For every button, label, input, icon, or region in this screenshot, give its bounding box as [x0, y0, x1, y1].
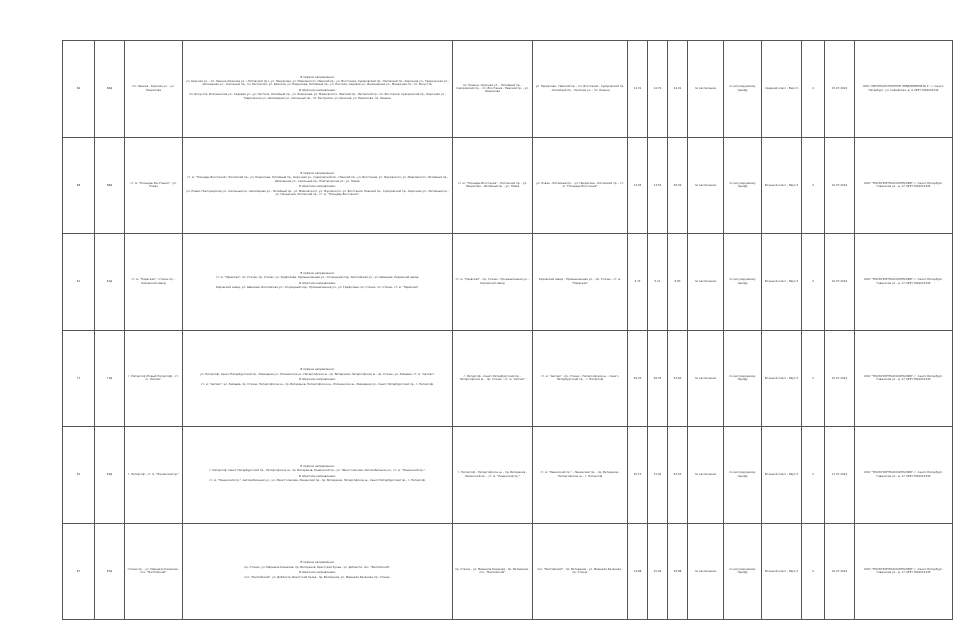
route-reverse-heading: В обратном направлении: [299, 87, 336, 92]
table-row [63, 41, 953, 138]
vehicle-count: 4 [802, 330, 825, 427]
tariff-type: по регулируемому тарифу [724, 234, 762, 331]
stops-reverse: ул. Новая - Литейный пр. - ул. Некрасова - Лиговский пр. - ст. м. "Площадь Восстания" [533, 137, 628, 234]
length-forward: 26,25 [628, 330, 648, 427]
route-forward-heading: В прямом направлении: [300, 270, 335, 275]
boarding-order: по расписанию [688, 427, 724, 524]
route-description [183, 330, 453, 427]
row-number: 68 [63, 137, 95, 234]
route-name: г. Петергоф (Новый Петергоф) - ст. м. "Автово" [125, 330, 183, 427]
row-number: 87 [63, 523, 95, 620]
length-reverse: 12,70 [648, 41, 668, 138]
row-number: 61 [63, 234, 95, 331]
vehicle-count: 4 [802, 234, 825, 331]
boarding-order: по расписанию [688, 137, 724, 234]
start-date: 15.07.2022 [825, 41, 855, 138]
route-description [183, 137, 453, 234]
tariff-type: по регулируемому тарифу [724, 41, 762, 138]
route-code: 61Д [95, 234, 125, 331]
tariff-type: по регулируемому тарифу [724, 137, 762, 234]
route-forward-streets: ст. м. "Площадь Восстания", Лиговский пр., ул. Некрасова, Литейный пр., Кирочная ул., Суворовский пр., Невский пр., ул. Восстания, ул. Жуковского, ул. Маяковского, Литейный пр., Шпалерная ул., Смольный пр., Новгородская ул., ул. Новая. [186, 175, 449, 183]
stops-forward: пл. Ленина - Красная ул. - Литейный пр. - Суворовский пр. - пл. Восстания - Невский пр. - ул. Некрасова [453, 41, 533, 138]
table-row [63, 137, 953, 234]
route-forward-streets: ст. м. "Нарвская", пл. Стачек, пр. Стачек, ул. Трефолева, Промышленная ул., Огородный пер., Балтийская ул., ул. Швецова, Кировский завод. [215, 275, 420, 280]
route-reverse-streets: пос. "Балтийский", ул. Доблести, Брестский бульв., пр. Ветеранов, ул. Маршала Казакова, пр. Стачек. [244, 574, 391, 579]
start-date: 10.07.2022 [825, 523, 855, 620]
length-forward: 4,72 [628, 234, 648, 331]
route-reverse-heading: В обратном направлении: [299, 570, 336, 575]
route-register-table [62, 40, 953, 620]
route-code: 77Д [95, 330, 125, 427]
stops-forward: г. Петергоф - Петергофское ш. - пр. Ветеранов - Ленинский пр. - ст. м. "Ленинский пр." [453, 427, 533, 524]
length-total: 24,01 [668, 41, 688, 138]
stops-forward: г. Петергоф - Санкт-Петербургский пр. - Петергофское ш. - пр. Стачек - ст. м. "Автово" [453, 330, 533, 427]
vehicle-class: Большой класс - Евро 5 [762, 137, 802, 234]
route-forward-streets: г. Петергоф, Санкт-Петербургский пр., Петергофское ш., пр. Ветеранов, Ленинский пр., ул. Лёни Голикова, Автомобильная ул., ст. м. "Ленинский пр.". [209, 468, 426, 473]
route-forward-heading: В прямом направлении: [300, 171, 335, 176]
route-forward-heading: В прямом направлении: [300, 560, 335, 565]
vehicle-class: Большой класс - Евро 5 [762, 330, 802, 427]
vehicle-count: 4 [802, 137, 825, 234]
length-reverse: 13,54 [648, 137, 668, 234]
vehicle-count: 4 [802, 41, 825, 138]
length-reverse: 26,35 [648, 330, 668, 427]
stops-forward: ст. м. "Площадь Восстания" - Лиговский пр. - ул. Некрасова - Литейный пр. - ул. Новая [453, 137, 533, 234]
length-reverse: 15,00 [648, 523, 668, 620]
length-forward: 30,15 [628, 427, 648, 524]
route-reverse-streets: Кировский завод, ул. Швецова, Балтийская ул., Огородный пер., Промышленная ул., ул. Трефолева, пр. Стачек, пл. Стачек, ст. м. "Нарвская". [215, 285, 420, 290]
vehicle-count: 4 [802, 523, 825, 620]
stops-reverse: пос. "Балтийский" - пр. Ветеранов - ул. Маршала Казакова - пр. Стачек [533, 523, 628, 620]
vehicle-class: Большой класс - Евро 5 [762, 427, 802, 524]
route-name: ст. м. "Нарвская" - Стачек пр. - Кировский завод [125, 234, 183, 331]
start-date: 17.07.2022 [825, 427, 855, 524]
table-row [63, 523, 953, 620]
route-name: ст. м. "Площадь Восстания" - ул. Новая [125, 137, 183, 234]
route-forward-streets: ул. Красная ул. - пл. Ленина (Красная ул. / Литовский пр.), ул. Некрасова, ул. Маяковского, Невский пр., ул. Восстания, Суворовский пр., Лиговский пр., Кирочная ул., Таврическая ул., Шпалерная ул., Смольный пр., пл. Растрелли, ул. Красная, ул. Некрасова, Литейный пр., ул. Пестеля, Садовая ул., Инженерная ул., Манежная пл., пл. Искусств. [186, 78, 449, 87]
route-description [183, 41, 453, 138]
route-description [183, 523, 453, 620]
route-code: 66Д [95, 41, 125, 138]
vehicle-class: Большой класс - Евро 5 [762, 523, 802, 620]
route-reverse-heading: В обратном направлении: [299, 473, 336, 478]
route-name: г. Петергоф - ст. м. "Ленинский пр." [125, 427, 183, 524]
start-date: 15.07.2022 [825, 330, 855, 427]
route-forward-heading: В прямом направлении: [300, 74, 335, 79]
tariff-type: по регулируемому тарифу [724, 330, 762, 427]
length-reverse: 31,40 [648, 427, 668, 524]
vehicle-count: 3 [802, 427, 825, 524]
row-number: 81 [63, 427, 95, 524]
carrier-info: ООО "ТРАНСПОРТНАЯ КОМПАНИЯ", г. Санкт-Петербург, Гаванская ул., д. 17, ИНН 7801012345 [855, 427, 953, 524]
route-description [183, 234, 453, 331]
route-reverse-streets: ст. м. "Ленинский пр.", Автомобильная ул., ул. Лёни Голикова, Ленинский пр., пр. Ветеранов, Петергофское ш., Санкт-Петербургский пр., г. Петергоф. [209, 478, 426, 483]
boarding-order: по расписанию [688, 41, 724, 138]
route-reverse-heading: В обратном направлении: [299, 184, 336, 189]
table-row [63, 234, 953, 331]
carrier-info: ООО "АВТОТРАНСПОРТНОЕ ПРЕДПРИЯТИЕ № 1", г. Санкт-Петербург, ул. Софийская, д. 4, ИНН 7816001234 [855, 41, 953, 138]
route-reverse-streets: ст. м. "Автово", ул. Зайцева, пр. Стачек, Петергофское ш., пр. Ветеранов, Петергофское ш., Ропшинское ш., Разводная ул., Санкт-Петербургский пр., г. Петергоф. [201, 381, 434, 386]
stops-reverse: ст. м. "Автово" - пр. Стачек - Петергофское ш. - Санкт-Петербургский пр. - г. Петергоф [533, 330, 628, 427]
table-row [63, 330, 953, 427]
stops-reverse: ст. м. "Ленинский пр." - Ленинский пр. - пр. Ветеранов - Петергофское ш. - г. Петергоф [533, 427, 628, 524]
tariff-type: по регулируемому тарифу [724, 523, 762, 620]
vehicle-class: Большой класс - Евро 5 [762, 234, 802, 331]
row-number: 77 [63, 330, 95, 427]
route-reverse-streets: ул. Новая, Новгородская ул., Смольный пр., Шпалерная ул., Литейный пр., ул. Маяковского, ул. Жуковского, ул. Восстания, Невский пр., Суворовский пр., Кирочная ул., Литейный пр., ул. Некрасова, Лиговский пр., ст. м. "Площадь Восстания". [186, 188, 449, 197]
route-forward-heading: В прямом направлении: [300, 463, 335, 468]
route-reverse-streets: пл. Искусств, Итальянская ул., Садовая ул., ул. Пестеля, Литейный пр., ул. Некрасова, ул. Маяковского, Невский пр., Лиговский пр., пл. Восстания, Суворовский пр., Кирочная ул., Таврическая ул., Шпалерная ул., Смольный пр., пл. Растрелли, ул. Красная, ул. Некрасова, пл. Ленина. [189, 92, 446, 100]
route-code: 81Д [95, 427, 125, 524]
length-total: 29,88 [668, 523, 688, 620]
start-date: 10.07.2022 [825, 234, 855, 331]
row-number: 66 [63, 41, 95, 138]
stops-reverse: Кировский завод - Промышленная ул. - пр. Стачек - ст. м. "Нарвская" [533, 234, 628, 331]
route-name: Стачек пр. - ул. Маршала Казакова - пос. "Балтийский" [125, 523, 183, 620]
boarding-order: по расписанию [688, 523, 724, 620]
route-forward-heading: В прямом направлении: [300, 367, 335, 372]
carrier-info: ООО "ТРАНСПОРТНАЯ КОМПАНИЯ", г. Санкт-Петербург, Гаванская ул., д. 17, ИНН 7801012345 [855, 234, 953, 331]
route-reverse-heading: В обратном направлении: [299, 280, 336, 285]
carrier-info: ООО "ТРАНСПОРТНАЯ КОМПАНИЯ", г. Санкт-Петербург, Гаванская ул., д. 17, ИНН 7801012345 [855, 523, 953, 620]
carrier-info: ООО "ТРАНСПОРТНАЯ КОМПАНИЯ", г. Санкт-Петербург, Гаванская ул., д. 17, ИНН 7801012345 [855, 330, 953, 427]
route-code: 68Д [95, 137, 125, 234]
route-forward-streets: пр. Стачек, ул. Маршала Казакова, пр. Ветеранов, Брестский бульв., ул. Доблести, пос. "Балтийский". [244, 564, 391, 569]
length-forward: 13,05 [628, 137, 648, 234]
length-total: 9,83 [668, 234, 688, 331]
stops-forward: ст. м. "Нарвская" - пр. Стачек - Промышленная ул. - Кировский завод [453, 234, 533, 331]
vehicle-class: Средний класс - Евро 5 [762, 41, 802, 138]
route-name: пл. Ленина - Красная ул. - ул. Некрасова [125, 41, 183, 138]
route-reverse-heading: В обратном направлении: [299, 377, 336, 382]
length-total: 26,59 [668, 137, 688, 234]
boarding-order: по расписанию [688, 234, 724, 331]
boarding-order: по расписанию [688, 330, 724, 427]
stops-forward: пр. Стачек - ул. Маршала Казакова - пр. Ветеранов - пос. "Балтийский" [453, 523, 533, 620]
length-forward: 11,31 [628, 41, 648, 138]
length-total: 61,55 [668, 427, 688, 524]
route-code: 87Д [95, 523, 125, 620]
table-row [63, 427, 953, 524]
length-forward: 14,88 [628, 523, 648, 620]
stops-reverse: ул. Некрасова - Невский пр. - пл. Восстания - Суворовский пр. - Литейный пр. - Красная ул. - пл. Ленина [533, 41, 628, 138]
length-total: 52,60 [668, 330, 688, 427]
route-forward-streets: ул. Петергоф, Санкт-Петербургский пр., Разводная ул., Ропшинское ш., Петергофское ш., пр. Ветеранов, Петергофское ш., пр. Стачек, ул. Зайцева, ст. м. "Автово". [200, 371, 435, 376]
length-reverse: 5,11 [648, 234, 668, 331]
table-body [63, 41, 953, 620]
route-description [183, 427, 453, 524]
tariff-type: по регулируемому тарифу [724, 427, 762, 524]
start-date: 10.07.2022 [825, 137, 855, 234]
route-register-sheet [62, 40, 944, 620]
carrier-info: ООО "ТРАНСПОРТНАЯ КОМПАНИЯ", г. Санкт-Петербург, Гаванская ул., д. 17, ИНН 7801012345 [855, 137, 953, 234]
